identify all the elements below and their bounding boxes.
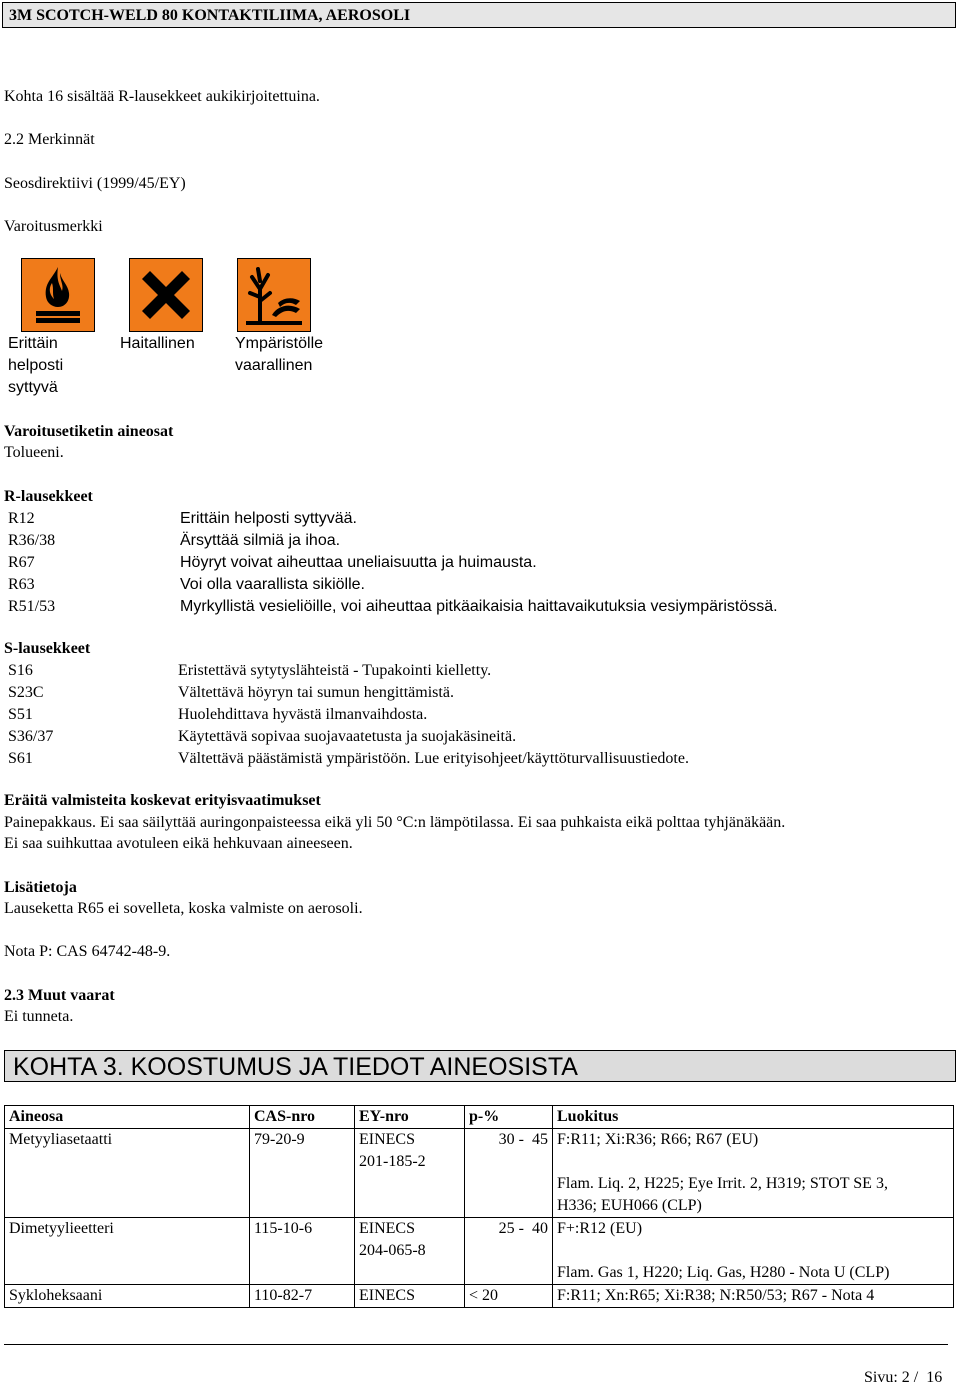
s-phrases-heading: S-lausekkeet [4,640,91,657]
col-header: Aineosa [5,1106,250,1129]
cell-percent: 30 - 45 [465,1129,553,1218]
extra-heading: Lisätietoja [4,879,77,896]
cell-name: Metyyliasetaatti [5,1129,250,1218]
symbol-heading: Varoitusmerkki [4,218,103,235]
cell-percent: 25 - 40 [465,1218,553,1285]
flame-icon [21,258,95,332]
special-heading: Eräitä valmisteita koskevat erityisvaatimukset [4,792,321,809]
pictogram-label-flammable: Erittäin helposti syttyvä [8,335,64,396]
table-row [5,1218,954,1285]
col-header: Luokitus [553,1106,954,1129]
r-phrases-heading: R-lausekkeet [4,488,93,505]
col-header: CAS-nro [250,1106,355,1129]
table-row [5,1285,954,1308]
document-header [2,2,956,28]
r-code: R51/53 [8,598,56,615]
cell-classification: F+:R12 (EU) Flam. Gas 1, H220; Liq. Gas, H280 - Nota U (CLP) [553,1218,954,1285]
cell-classification: F:R11; Xi:R36; R66; R67 (EU) Flam. Liq. 2, H225; Eye Irrit. 2, H319; STOT SE 3, H336; EUH066 (CLP) [553,1129,954,1218]
r-code: R36/38 [8,532,56,549]
footer-divider [4,1344,948,1345]
directive-line: Seosdirektiivi (1999/45/EY) [4,175,186,192]
special-line-1: Painepakkaus. Ei saa säilyttää auringonpaisteessa eikä yli 50 °C:n lämpötilassa. Ei saa puhkaista eikä polttaa tyhjänäkään. [4,814,786,831]
s-text: Vältettävä höyryn tai sumun hengittämistä. [178,684,454,701]
r-code: R63 [8,576,35,593]
cell-name: Sykloheksaani [5,1285,250,1308]
dead-tree-fish-icon [237,258,311,332]
ingredients-heading: Varoitusetiketin aineosat [4,423,174,440]
extra-line: Lauseketta R65 ei sovelleta, koska valmiste on aerosoli. [4,900,363,917]
cell-cas: 115-10-6 [250,1218,355,1285]
s-text: Huolehdittava hyvästä ilmanvaihdosta. [178,706,428,723]
r-text: Erittäin helposti syttyvää. [180,510,357,527]
cell-ey: EINECS [355,1285,465,1308]
r-code: R67 [8,554,35,571]
intro-line: Kohta 16 sisältää R-lausekkeet aukikirjoitettuina. [4,88,320,105]
r-code: R12 [8,510,35,527]
pictogram-label-harmful: Haitallinen [120,335,195,352]
col-header: EY-nro [355,1106,465,1129]
ingredients-value: Tolueeni. [4,444,64,461]
section-3-bar [4,1050,956,1082]
s-code: S61 [8,750,33,767]
heading-labelling: 2.2 Merkinnät [4,131,95,148]
section-3-title: KOHTA 3. KOOSTUMUS JA TIEDOT AINEOSISTA [13,1053,578,1081]
s-code: S51 [8,706,33,723]
r-text: Höyryt voivat aiheuttaa uneliaisuutta ja huimausta. [180,554,537,571]
special-line-2: Ei saa suihkuttaa avotuleen eikä hehkuvaan aineeseen. [4,835,353,852]
s-text: Käytettävä sopivaa suojavaatetusta ja suojakäsineitä. [178,728,517,745]
cell-cas: 79-20-9 [250,1129,355,1218]
composition-table [4,1105,954,1308]
other-hazards-value: Ei tunneta. [4,1008,74,1025]
cell-ey: EINECS 201-185-2 [355,1129,465,1218]
page-number: Sivu: 2 / 16 [864,1369,943,1386]
other-hazards-heading: 2.3 Muut vaarat [4,987,115,1004]
pictogram-label-environment: Ympäristölle vaarallinen [235,335,324,374]
cell-classification: F:R11; Xn:R65; Xi:R38; N:R50/53; R67 - Nota 4 [553,1285,954,1308]
cell-name: Dimetyylieetteri [5,1218,250,1285]
table-header-row [5,1106,954,1129]
s-code: S23C [8,684,44,701]
col-header: p-% [465,1106,553,1129]
s-text: Vältettävä päästämistä ympäristöön. Lue erityisohjeet/käyttöturvallisuustiedote. [178,750,689,767]
cell-percent: < 20 [465,1285,553,1308]
cross-icon [129,258,203,332]
s-text: Eristettävä sytytyslähteistä - Tupakointi kielletty. [178,662,492,679]
cell-ey: EINECS 204-065-8 [355,1218,465,1285]
cell-cas: 110-82-7 [250,1285,355,1308]
r-text: Myrkyllistä vesieliöille, voi aiheuttaa pitkäaikaisia haittavaikutuksia vesiympäristössä. [180,598,778,615]
s-code: S16 [8,662,33,679]
r-text: Ärsyttää silmiä ja ihoa. [180,532,341,549]
s-code: S36/37 [8,728,54,745]
table-row [5,1129,954,1218]
nota-line: Nota P: CAS 64742-48-9. [4,943,171,960]
r-text: Voi olla vaarallista sikiölle. [180,576,365,593]
document-title: 3M SCOTCH-WELD 80 KONTAKTILIIMA, AEROSOLI [9,7,411,24]
